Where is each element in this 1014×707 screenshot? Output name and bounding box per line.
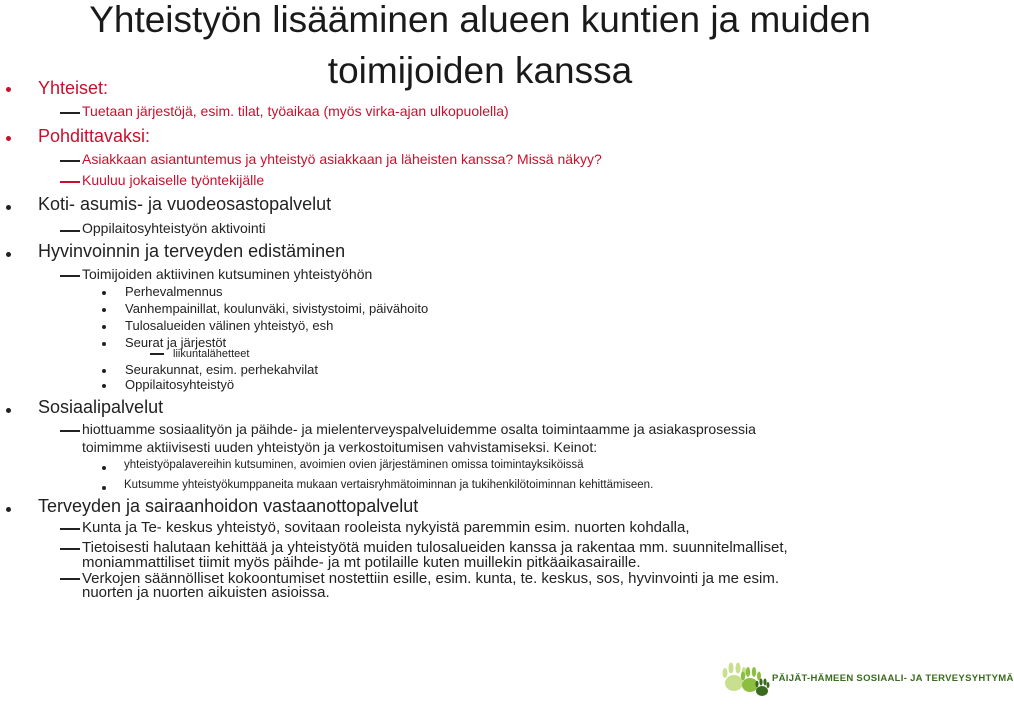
list-item: liikuntalähetteet: [173, 348, 250, 360]
list-item: Kutsumme yhteistyökumppaneita mukaan vertaisryhmätoiminnan ja tukihenkilötoiminnan kehittämiseen.: [124, 479, 654, 491]
dash-icon: [150, 353, 164, 355]
bullet-icon: [6, 205, 11, 210]
dash-icon: [60, 112, 80, 114]
page-title-line-1: Yhteistyön lisääminen alueen kuntien ja muiden: [89, 0, 871, 40]
list-item: yhteistyöpalavereihin kutsuminen, avoimien ovien järjestäminen omissa toimintayksiköissä: [124, 459, 584, 471]
bullet-icon: [102, 308, 106, 312]
list-item: Tuetaan järjestöjä, esim. tilat, työaikaa (myös virka-ajan ulkopuolella): [82, 103, 509, 119]
list-item-continued: moniammattiliset tiimit myös päihde- ja mt potilaille kuten muillekin pitkäaikasairaille.: [82, 554, 641, 571]
list-item: Tietoisesti halutaan kehittää ja yhteistyötä muiden tulosalueiden kanssa ja rakentaa mm. suunnitelmalliset,: [82, 539, 788, 556]
dash-icon: [60, 430, 80, 432]
page-title-line-2: toimijoiden kanssa: [327, 50, 633, 91]
bullet-icon: [102, 466, 106, 470]
section-heading-hyvinvointi: Hyvinvoinnin ja terveyden edistäminen: [38, 241, 346, 261]
paragraph-line: hiottuamme sosiaalityön ja päihde- ja mielenterveyspalveluidemme osalta toimintaamme ja asiakasprosessia: [82, 421, 756, 437]
bullet-icon: [102, 369, 106, 373]
dash-icon: [60, 230, 80, 232]
dash-icon: [60, 528, 80, 530]
dash-icon: [60, 160, 80, 162]
list-item: Seurakunnat, esim. perhekahvilat: [125, 362, 318, 377]
bullet-icon: [102, 325, 106, 329]
dash-icon: [60, 548, 80, 550]
bullet-icon: [102, 342, 106, 346]
section-heading-terveyden: Terveyden ja sairaanhoidon vastaanottopalvelut: [38, 496, 419, 516]
dash-icon: [60, 181, 80, 183]
list-item: Vanhempainillat, koulunväki, sivistystoimi, päivähoito: [125, 301, 429, 316]
section-heading-pohdittavaksi: Pohdittavaksi:: [38, 126, 151, 146]
section-heading-sosiaali: Sosiaalipalvelut: [38, 397, 164, 417]
list-item: Asiakkaan asiantuntemus ja yhteistyö asiakkaan ja läheisten kanssa? Missä näkyy?: [82, 151, 602, 167]
bullet-icon: [6, 408, 11, 413]
list-item: Tulosalueiden välinen yhteistyö, esh: [125, 318, 334, 333]
list-item: Oppilaitosyhteistyön aktivointi: [82, 220, 266, 236]
dash-icon: [60, 275, 80, 277]
bullet-icon: [102, 486, 106, 490]
paragraph-line: toimimme aktiivisesti uuden yhteistyön ja verkostoitumisen vahvistamiseksi. Keinot:: [82, 439, 598, 455]
list-item: Kunta ja Te- keskus yhteistyö, sovitaan rooleista nykyistä paremmin esim. nuorten kohdalla,: [82, 519, 690, 536]
bullet-icon: [6, 252, 11, 257]
list-item: Verkojen säännölliset kokoontumiset nostettiin esille, esim. kunta, te. keskus, sos, hyvinvointi ja me esim.: [82, 570, 779, 587]
bullet-icon: [102, 384, 106, 388]
section-heading-yhteiset: Yhteiset:: [38, 78, 109, 98]
bullet-icon: [6, 507, 11, 512]
bullet-icon: [102, 291, 106, 295]
bullet-icon: [6, 136, 11, 141]
logo-text: PÄIJÄT-HÄMEEN SOSIAALI- JA TERVEYSYHTYMÄ: [772, 673, 1014, 684]
dash-icon: [60, 578, 80, 580]
list-item: Oppilaitosyhteistyö: [125, 377, 235, 392]
section-heading-koti: Koti- asumis- ja vuodeosastopalvelut: [38, 194, 332, 214]
list-item: Seurat ja järjestöt: [125, 335, 227, 350]
list-item: Toimijoiden aktiivinen kutsuminen yhteistyöhön: [82, 266, 373, 282]
list-item: Perhevalmennus: [125, 284, 223, 299]
hand-prints-icon: [720, 653, 770, 701]
organization-logo: [720, 653, 1014, 701]
bullet-icon: [6, 87, 11, 92]
list-item: Kuuluu jokaiselle työntekijälle: [82, 172, 265, 188]
list-item-continued: nuorten ja nuorten aikuisten asioissa.: [82, 584, 330, 601]
